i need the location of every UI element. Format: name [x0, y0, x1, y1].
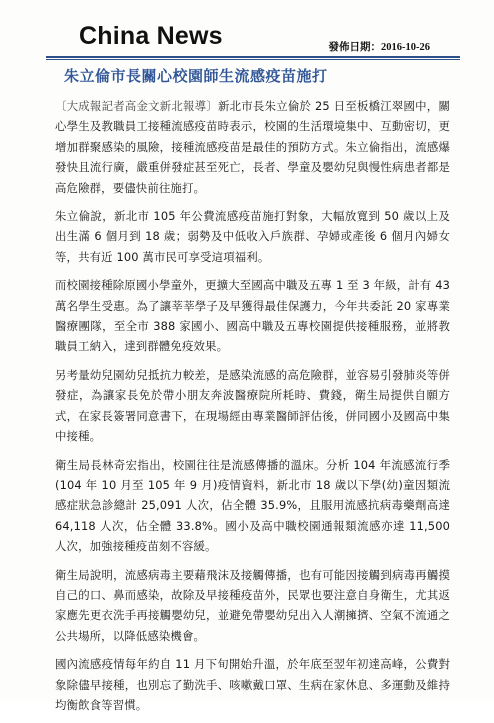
article-title: 朱立倫市長關心校園師生流感疫苗施打: [64, 67, 328, 85]
article-paragraph: 朱立倫說，新北市 105 年公費流感疫苗施打對象，大幅放寬到 50 歲以上及出生滿 6 個月到 18 歲；弱勢及中低收入戶族群、孕婦或產後 6 個月內婦女等，共有近 100 萬市民可享受這項福利。: [55, 209, 450, 264]
paragraph-text: 新北市長朱立倫於 25 日至板橋江翠國中，關心學生及教職員工接種流感疫苗時表示，校園的生活環境集中、互動密切，更增加群聚感染的風險，接種流感疫苗是最佳的預防方式。朱立倫指出，流感爆發快且流行廣，嚴重併發症甚至死亡，長者、學童及嬰幼兒與慢性病患者都是高危險群，要儘快前往施打。: [55, 99, 450, 195]
article-paragraph: 衛生局說明，流感病毒主要藉飛沫及接觸傳播，也有可能因接觸到病毒再觸摸自己的口、鼻而感染，故除及早接種疫苗外，民眾也要注意自身衛生，尤其返家應先更衣洗手再接觸嬰幼兒，並避免帶嬰幼兒出入人潮擁擠、空氣不流通之公共場所，以降低感染機會。: [55, 567, 450, 643]
article-paragraph: 另考量幼兒園幼兒抵抗力較差，是感染流感的高危險群，並容易引發肺炎等併發症，為讓家長免於帶小朋友奔波醫療院所耗時、費錢，衛生局提供自願方式，在家長簽署同意書下，在現場經由專業醫師評估後，併同國小及國高中集中接種。: [55, 367, 450, 444]
article-paragraph: 而校園接種除原國小學童外，更擴大至國高中職及五專 1 至 3 年級，計有 43 萬名學生受惠。為了讓莘莘學子及早獲得最佳保護力，今年共委託 20 家專業醫療團隊，至全市 388 家國小、國高中職及五專校園提供接種服務，並將教職員工納入，達到群體免疫效果。: [55, 278, 450, 354]
article-paragraph: 衛生局長林奇宏指出，校園往往是流感傳播的溫床。分析 104 年流感流行季(104 年 10 月至 105 年 9 月)疫情資料，新北市 18 歲以下學(幼)童因類流感症狀急診總計 25,091 人次，佔全體 35.9%，且服用流感抗病毒藥劑高達 64,118 人次，佔全體 33.8%。國小及高中職校園通報類流感亦達 11,500 人次，加強接種疫苗刻不容緩。: [55, 457, 450, 554]
header-rule: [46, 56, 460, 58]
header-rule-thin: [46, 59, 460, 60]
article-paragraph: 國內流感疫情每年約自 11 月下旬開始升溫，於年底至翌年初達高峰，公費對象除儘早接種，也別忘了勤洗手、咳嗽戴口罩、生病在家休息、多運動及維持均衡飲食等習慣。: [55, 657, 450, 712]
article-byline: 〔大成報記者高金文新北報導〕: [55, 99, 218, 113]
publication-name: China News: [79, 22, 223, 50]
article-body: [55, 96, 450, 723]
publish-date: 發佈日期：2016-10-26: [328, 42, 430, 53]
article-paragraph: [55, 96, 450, 198]
